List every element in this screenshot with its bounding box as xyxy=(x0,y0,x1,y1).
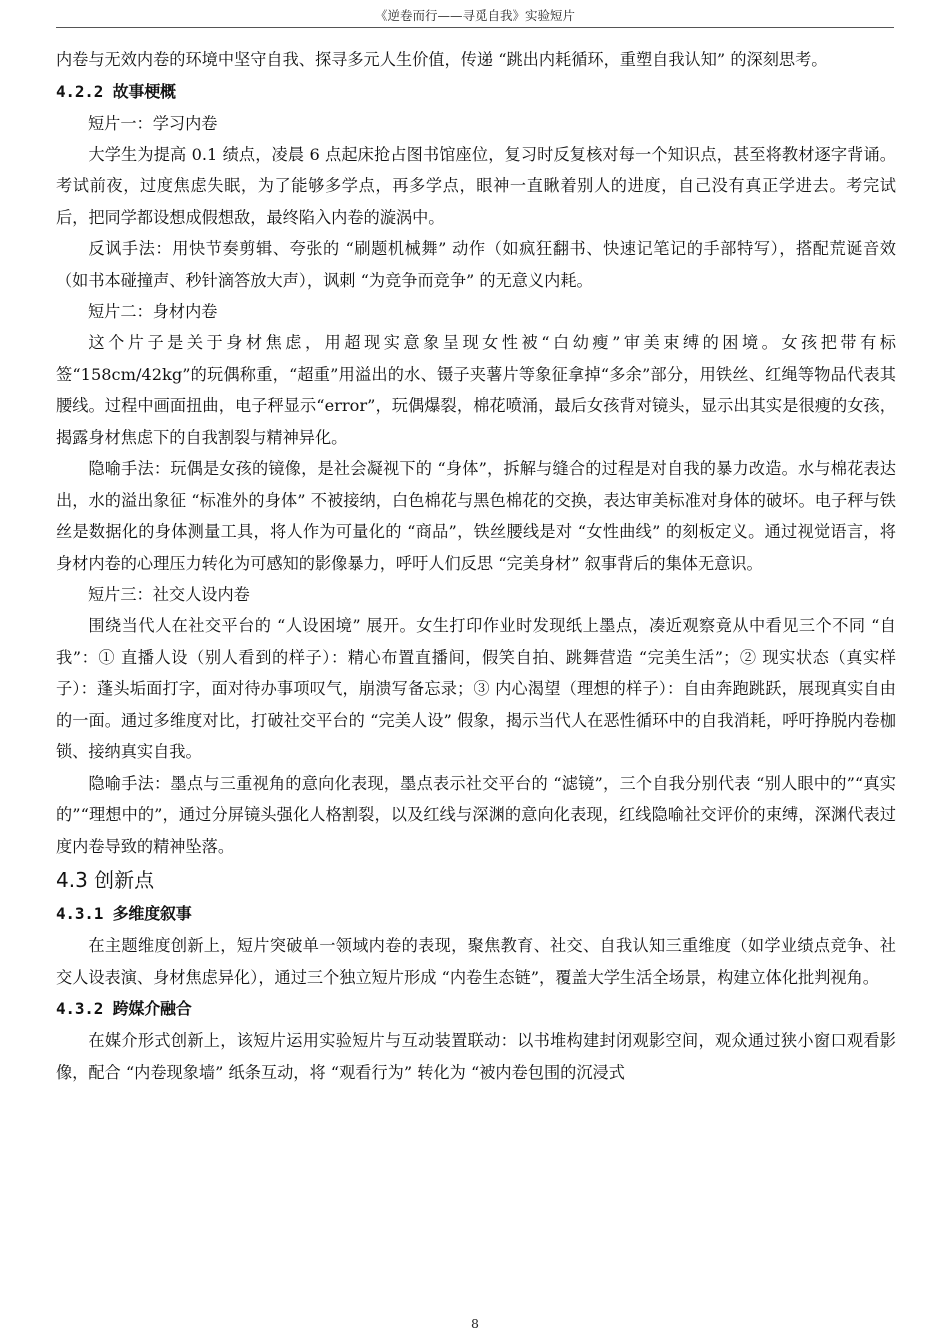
short1-paragraph-2: 反讽手法：用快节奏剪辑、夸张的 “刷题机械舞” 动作（如疯狂翻书、快速记笔记的手部特写），搭配荒诞音效（如书本碰撞声、秒针滴答放大声），讽刺 “为竞争而竞争” 的无意义内耗。 xyxy=(56,239,896,290)
short2-paragraph-1: 这个片子是关于身材焦虑，用超现实意象呈现女性被“白幼瘦”审美束缚的困境。女孩把带有标签“158cm/42kg”的玩偶称重，“超重”用溢出的水、镊子夹薯片等象征拿掉“多余”部分，用铁丝、红绳等物品代表其腰线。过程中画面扭曲，电子秤显示“error”，玩偶爆裂，棉花喷涌，最后女孩背对镜头，显示出其实是很瘦的女孩，揭露身材焦虑下的自我割裂与精神异化。 xyxy=(56,333,896,447)
page-number: 8 xyxy=(471,1316,479,1331)
section-heading-4-2-2: 4.2.2 故事梗概 xyxy=(56,81,176,101)
short2-paragraph-2: 隐喻手法：玩偶是女孩的镜像，是社会凝视下的 “身体”，拆解与缝合的过程是对自我的暴力改造。水与棉花表达出，水的溢出象征 “标准外的身体” 不被接纳，白色棉花与黑色棉花的交换，表达审美标准对身体的破坏。电子秤与铁丝是数据化的身体测量工具，将人作为可量化的 “商品”，铁丝腰线是对 “女性曲线” 的刻板定义。通过视觉语言，将身材内卷的心理压力转化为可感知的影像暴力，呼吁人们反思 “完美身材” 叙事背后的集体无意识。 xyxy=(56,459,896,573)
section-heading-4-3: 4.3 创新点 xyxy=(56,868,155,892)
intro-paragraph: 内卷与无效内卷的环境中坚守自我、探寻多元人生价值，传递 “跳出内耗循环，重塑自我认知” 的深刻思考。 xyxy=(56,50,828,69)
section-heading-4-3-1: 4.3.1 多维度叙事 xyxy=(56,904,192,923)
section-4-3-2-paragraph: 在媒介形式创新上，该短片运用实验短片与互动装置联动：以书堆构建封闭观影空间，观众通过狭小窗口观看影像，配合 “内卷现象墙” 纸条互动，将 “观看行为” 转化为 “被内卷包围的沉浸式 xyxy=(56,1031,896,1082)
short1-paragraph-1: 大学生为提高 0.1 绩点，凌晨 6 点起床抢占图书馆座位，复习时反复核对每一个知识点，甚至将教材逐字背诵。考试前夜，过度焦虑失眠，为了能够多学点，再多学点，眼神一直瞅着别人的进度，自己没有真正学进去。考完试后，把同学都设想成假想敌，最终陷入内卷的漩涡中。 xyxy=(56,144,896,227)
section-4-3-1-paragraph: 在主题维度创新上，短片突破单一领域内卷的表现，聚焦教育、社交、自我认知三重维度（如学业绩点竞争、社交人设表演、身材焦虑异化），通过三个独立短片形成 “内卷生态链”，覆盖大学生活全场景，构建立体化批判视角。 xyxy=(56,936,896,987)
page-content xyxy=(56,44,896,1088)
short2-title: 短片二：身材内卷 xyxy=(88,302,218,321)
short3-title: 短片三：社交人设内卷 xyxy=(88,585,250,604)
short3-paragraph-2: 隐喻手法：墨点与三重视角的意向化表现，墨点表示社交平台的 “滤镜”，三个自我分别代表 “别人眼中的”“真实的”“理想中的”，通过分屏镜头强化人格割裂，以及红线与深渊的意向化表现，红线隐喻社交评价的束缚，深渊代表过度内卷导致的精神坠落。 xyxy=(56,773,896,856)
section-heading-4-3-2: 4.3.2 跨媒介融合 xyxy=(56,999,192,1018)
running-header: 《逆卷而行——寻觅自我》实验短片 xyxy=(56,6,894,28)
short3-paragraph-1: 围绕当代人在社交平台的 “人设困境” 展开。女生打印作业时发现纸上墨点，凑近观察竟从中看见三个不同 “自我”：① 直播人设（别人看到的样子）：精心布置直播间，假笑自拍、跳舞营造 “完美生活”；② 现实状态（真实样子）：蓬头垢面打字，面对待办事项叹气，崩溃写备忘录；③ 内心渴望（理想的样子）：自由奔跑跳跃，展现真实自由的一面。通过多维度对比，打破社交平台的 “完美人设” 假象，揭示当代人在恶性循环中的自我消耗，呼吁挣脱内卷枷锁、接纳真实自我。 xyxy=(56,616,896,761)
short1-title: 短片一：学习内卷 xyxy=(88,113,218,133)
